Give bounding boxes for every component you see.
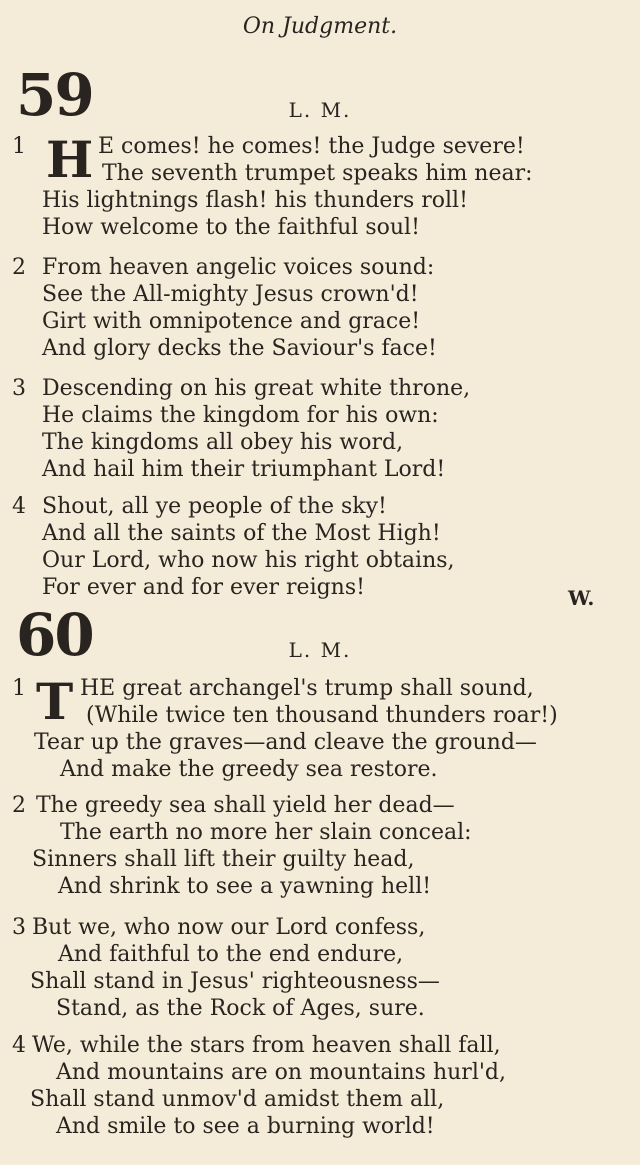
verse-number: 4 [12,1033,26,1058]
verse-line [12,756,622,783]
verse-line [12,214,622,241]
verse-line-text: Our Lord, who now his right obtains, [42,548,455,573]
verse-line [12,520,622,547]
verse [12,130,622,241]
verse-line-text: Sinners shall lift their guilty head, [32,847,415,872]
verse-number: 1 [12,676,26,701]
hymn-meter: L. M. [288,638,352,662]
verse-line-text: Tear up the graves—and cleave the ground— [34,730,537,755]
verse-line [12,547,622,574]
verse-number: 1 [12,134,26,159]
verse [12,672,622,783]
verse-line-text: But we, who now our Lord confess, [32,915,426,940]
verse-line-text: And hail him their triumphant Lord! [42,457,446,482]
verse-line [12,1113,622,1140]
verse-line-text: And all the saints of the Most High! [42,521,441,546]
hymn-meter: L. M. [288,98,352,122]
verse-line [12,702,622,729]
verse-line [12,402,622,429]
verse-line-text: The greedy sea shall yield her dead— [36,793,455,818]
hymn-number: 59 [16,61,93,129]
verse-line-text: And glory decks the Saviour's face! [42,336,437,361]
verse [12,792,622,900]
verse [12,254,622,362]
verse-line-text: And shrink to see a yawning hell! [58,874,432,899]
verse [12,1032,622,1140]
verse-line [12,941,622,968]
verse-number: 3 [12,376,26,401]
verse-line [12,1086,622,1113]
verse-line [12,187,622,214]
verse-line [12,429,622,456]
verse-line [12,308,622,335]
verse-line-text: And mountains are on mountains hurl'd, [56,1060,506,1085]
verse-line [12,846,622,873]
verse-number: 2 [12,255,26,280]
verse-line-text: His lightnings flash! his thunders roll! [42,188,468,213]
verse-number: 2 [12,793,26,818]
verse-line-text: The seventh trumpet speaks him near: [102,161,533,186]
verse-line [12,254,622,281]
verse-line-text: Shout, all ye people of the sky! [42,494,387,519]
verse-number: 4 [12,494,26,519]
verse-line [12,1059,622,1086]
verse [12,914,622,1022]
hymn-author: W. [568,586,595,610]
verse-line-text: Shall stand in Jesus' righteousness— [30,969,440,994]
verse-line-text: (While twice ten thousand thunders roar!) [86,703,558,728]
verse-line-text: HE great archangel's trump shall sound, [80,676,534,701]
verse-line [12,914,622,941]
verse-line [12,160,622,187]
verse-line-text: And smile to see a burning world! [56,1114,435,1139]
hymn-number: 60 [16,601,93,669]
verse-line-text: How welcome to the faithful soul! [42,215,420,240]
verse-line [12,375,622,402]
verse-line-text: For ever and for ever reigns! [42,575,365,600]
verse-line-text: We, while the stars from heaven shall fall, [32,1033,501,1058]
verse-line [12,995,622,1022]
verse-number: 3 [12,915,26,940]
verse-line [12,456,622,483]
verse [12,375,622,483]
drop-cap: H [46,130,94,189]
verse-line-text: Girt with omnipotence and grace! [42,309,421,334]
page-header: On Judgment. [242,14,398,39]
verse-line [12,335,622,362]
verse-line [12,493,622,520]
verse-line-text: See the All-mighty Jesus crown'd! [42,282,419,307]
verse-line-text: E comes! he comes! the Judge severe! [98,134,525,159]
verse-line-text: The earth no more her slain conceal: [60,820,472,845]
verse-line [12,968,622,995]
verse-line [12,574,622,601]
verse-line-text: The kingdoms all obey his word, [42,430,404,455]
verse-line-text: He claims the kingdom for his own: [42,403,439,428]
verse-line-text: Stand, as the Rock of Ages, sure. [56,996,425,1021]
verse-line [12,819,622,846]
verse-line [12,792,622,819]
verse-line [12,729,622,756]
drop-cap: T [36,672,74,731]
verse-line [12,281,622,308]
verse-line-text: And make the greedy sea restore. [60,757,438,782]
verse-line-text: And faithful to the end endure, [58,942,404,967]
verse-line [12,1032,622,1059]
verse [12,493,622,601]
verse-line-text: Shall stand unmov'd amidst them all, [30,1087,445,1112]
verse-line-text: Descending on his great white throne, [42,376,471,401]
verse-line-text: From heaven angelic voices sound: [42,255,435,280]
verse-line [12,873,622,900]
